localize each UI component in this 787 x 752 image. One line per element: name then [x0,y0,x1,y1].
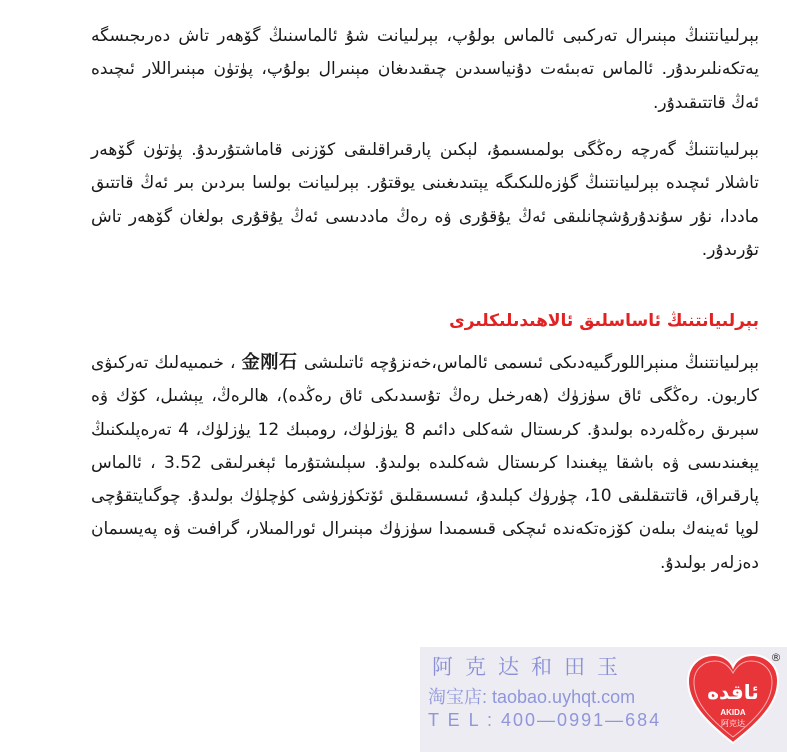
paragraph-properties [91,346,759,580]
logo-script-text: ئاقدە [707,680,759,704]
brand-name: 阿克达和田玉 [432,655,630,679]
paragraph-brilliance [91,134,759,267]
chinese-name: 金刚石 [241,352,298,373]
brand-phone: T E L : 400—0991—684 [428,710,662,730]
brand-shop-url: 淘宝店: taobao.uyhqt.com [428,687,636,707]
paragraph-brilliance-text: بېرلىيانتنىڭ گەرچە رەڭگى بولمىسىمۇ، لېكىن پارقىراقلىقى كۆزنى قاماشتۇرىدۇ. پۈتۈن گۆھەر تاشلار ئىچىدە بېرلىيانتنىڭ گۈزەللىكىگە يېتىدىغىنى يوقتۇر. بېرلىيانت بولسا بىردىن بىر ئەڭ قاتتىق ماددا، نۇر سۇندۇرۇشچانلىقى ئەڭ يۇقۇرى ۋە رەڭ ماددىسى ئەڭ يۇقۇرى بولغان گۆھەر تاش تۇرىدۇر. [91,140,759,260]
logo-cn-text: 阿克达 [721,719,745,728]
brand-watermark [420,647,787,752]
paragraph-intro [91,20,759,120]
paragraph-properties-text-rest: ، خىمىيەلىك تەركىۋى كاربون. رەڭگى ئاق سۈزۈك (ھەرخىل رەڭ تۇسىدىكى ئاق رەڭدە)، ھالرەڭ، يېشىل، كۆك ۋە سېرىق رەڭلەردە بولىدۇ. كرىستال شەكلى دائىم 8 يۈزلۈك، رومبىك 12 يۈزلۈك، 4 تەرەپلىكنىڭ يېغىندىسى ۋە باشقا يېغىندا كرىستال شەكلىدە بولىدۇ. سېلىشتۇرما ئېغىرلىقى 3.52 ، ئالماس پارقىراق، قاتتىقلىقى 10، چۈرۈك كېلىدۇ، ئىسسىقلىق ئۆتكۈزۈشى كۈچلۈك بولىدۇ. چوگىايتقۇچى لوپا ئەينەك بىلەن كۆزەتكەندە ئىچكى قىسمىدا سۈزۈك مېنىرال ئورالمىلار، گرافىت ۋە پەيسىمان دەزلەر بولىدۇ. [91,353,760,573]
paragraph-intro-text: بېرلىيانتنىڭ مېنىرال تەركىبى ئالماس بولۇپ، بېرلىيانت شۇ ئالماسنىڭ گۆھەر تاش دەرىجىسگە يەتكەنلىرىدۇر. ئالماس تەبىئەت دۇنياسىدىن چىقىدىغان مېنىرال بولۇپ، پۈتۈن مېنىراللار ئىچىدە ئەڭ قاتتىقىدۇر. [91,26,759,113]
logo-latin-text: AKIDA [720,708,746,717]
registered-mark: ® [770,651,782,664]
paragraph-properties-text-start: بېرلىيانتنىڭ مىنېراللورگىيەدىكى ئىسمى ئالماس،خەنزۇچە ئاتىلىشى [303,353,760,373]
heart-logo-icon [682,647,784,752]
section-heading: بېرلىيانتنىڭ ئاساسلىق ئالاھىدىلىكلىرى [449,311,759,331]
